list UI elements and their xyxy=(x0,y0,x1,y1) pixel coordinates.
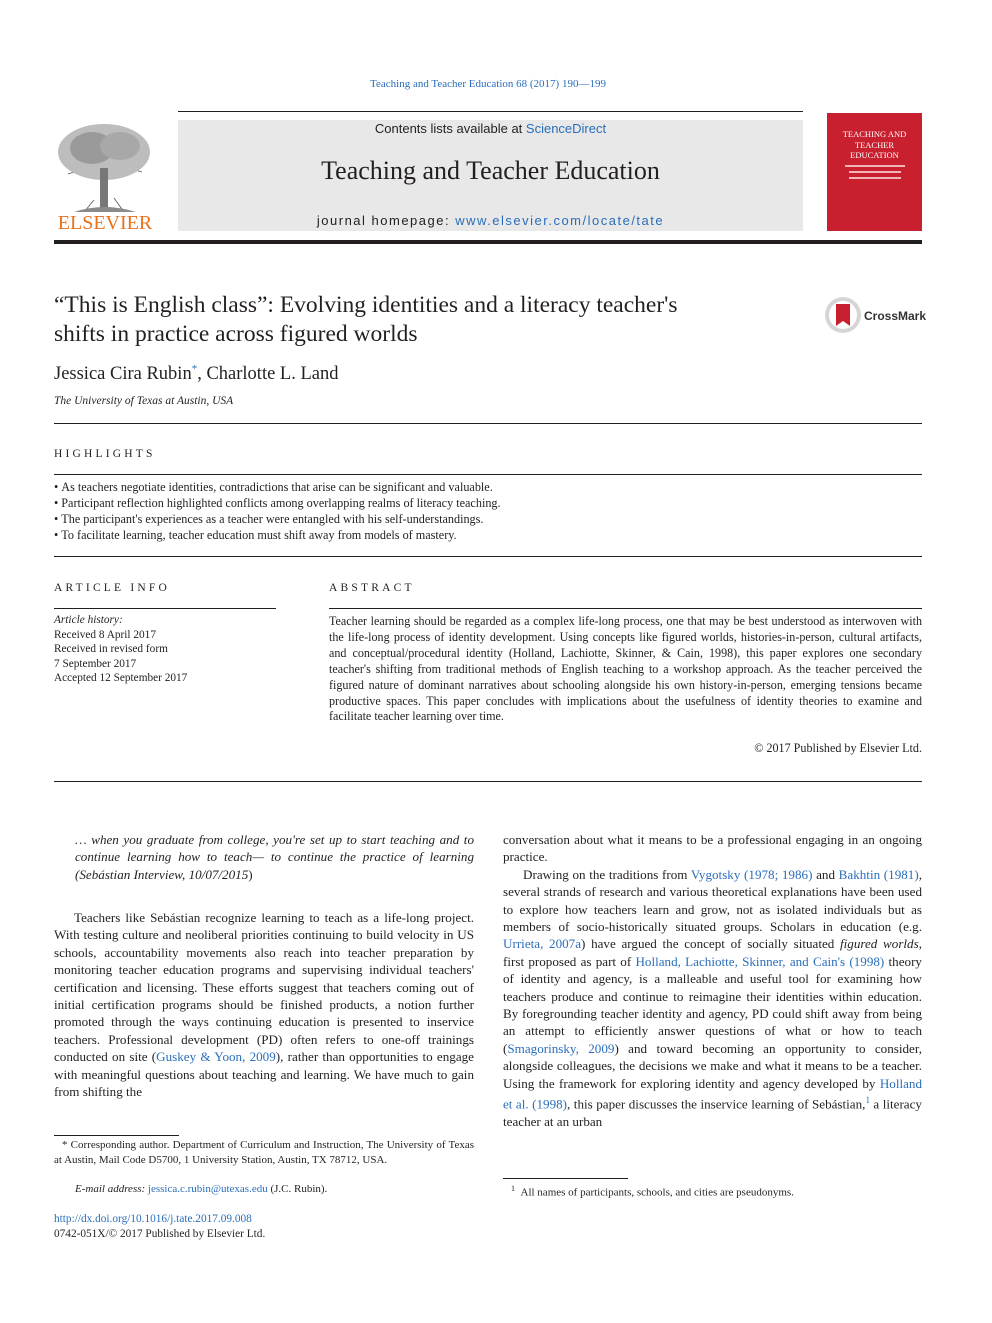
journal-cover xyxy=(827,113,922,231)
citation-link[interactable]: Smagorinsky, 2009 xyxy=(507,1040,615,1056)
history-line: Accepted 12 September 2017 xyxy=(54,672,188,684)
title-line-2: shifts in practice across figured worlds xyxy=(54,321,418,347)
cover-title: TEACHING AND TEACHER EDUCATION xyxy=(842,129,907,160)
body-paragraph-2: Drawing on the traditions from Vygotsky (1978; 1986) and Bakhtin (1981), several strands of research and various theoretical explanations have been used to explore how teachers learn and grow, not as isolated individuals but as members of socio-historically situated groups. Scholars in education (e.g. Urrieta, 2007a) have argued the concept of socially situated figured worlds, first proposed as part of Holland, Lachiotte, Skinner, and Cain's (1998) theory of identity and agency, is a malleable and useful tool for examining how teachers produce and continue to reimagine their identities within education. By foregrounding teacher identity and agency, PD could shift away from being an attempt to efficiently answer questions of what or how to teach (Smagorinsky, 2009) and toward becoming an opportunity to consider, alongside colleagues, the decisions we make and what it means to be a teacher. Using the framework for exploring identity and agency developed by Holland et al. (1998), this paper discusses the inservice learning of Sebástian,$^1$ a literacy teacher at an urban xyxy=(503,866,922,1129)
journal-reference[interactable]: Teaching and Teacher Education 68 (2017) 190—199 xyxy=(370,78,606,90)
author-line xyxy=(54,363,338,385)
epigraph: … when you graduate from college, you're set up to start teaching and to continue learning how to teach— to continue the practice of learning (Sebástian Interview, 10/07/2015) xyxy=(75,832,474,882)
citation-link[interactable]: Bakhtin (1981) xyxy=(838,866,919,882)
highlights-rule-bottom xyxy=(54,556,922,557)
citation-link[interactable]: Holland, Lachiotte, Skinner, and Cain's (1998) xyxy=(635,953,885,969)
article-history xyxy=(54,613,276,686)
header-bottom-rule xyxy=(54,240,922,244)
affiliation: The University of Texas at Austin, USA xyxy=(54,395,234,407)
abstract-rule xyxy=(329,608,922,609)
history-line: 7 September 2017 xyxy=(54,657,137,670)
publisher-name: ELSEVIER xyxy=(57,212,153,234)
homepage-prefix: journal homepage: xyxy=(316,213,456,228)
highlight-item: • The participant's experiences as a teacher were entangled with his self-understandings. xyxy=(54,512,922,528)
author-1[interactable]: Jessica Cira Rubin xyxy=(54,364,192,385)
issn-line: 0742-051X/© 2017 Published by Elsevier Ltd. xyxy=(54,1228,266,1240)
doi-link[interactable]: http://dx.doi.org/10.1016/j.tate.2017.09.008 xyxy=(54,1213,252,1225)
highlights-rule-top xyxy=(54,474,922,475)
title-line-1: “This is English class”: Evolving identities and a literacy teacher's xyxy=(54,292,678,318)
highlights-heading: HIGHLIGHTS xyxy=(54,448,156,460)
front-matter-rule xyxy=(54,781,922,782)
corresponding-mark[interactable]: * xyxy=(191,363,198,375)
article-title xyxy=(54,291,814,349)
abstract-text: Teacher learning should be regarded as a complex life-long process, one that may be best understood as interwoven with the life-long process of identity development. Using concepts like figured worlds, histories-in-person, cultural artifacts, and conceptual/procedural identity (Holland, Lachiotte, Skinner, & Cain, 1998), this paper explores one secondary teacher's shifting from traditional methods of English teaching to a workshop approach. As the teacher perceived the figured nature of dominant narratives about schooling alongside his own history-in-person, emerging tensions became productive spaces. This paper concludes with implications about the usefulness of identity theories to examine and facilitate teacher learning over time. xyxy=(329,614,922,724)
highlight-item: • Participant reflection highlighted conflicts among overlapping realms of literacy teaching. xyxy=(54,496,922,512)
footnote-marker[interactable]: 1 xyxy=(865,1095,870,1106)
right-column xyxy=(503,831,922,1130)
citation-link[interactable]: Guskey & Yoon, 2009 xyxy=(156,1049,276,1065)
citation-link[interactable]: Holland et al. (1998) xyxy=(503,1075,922,1112)
footnote-rule xyxy=(54,1135,179,1136)
author-2[interactable]: , Charlotte L. Land xyxy=(197,364,339,385)
journal-banner xyxy=(178,120,803,231)
highlights-list xyxy=(54,480,922,544)
corresponding-footnote: * Corresponding author. Department of Curriculum and Instruction, The University of Texas at Austin, Mail Code D5700, 1 University Station, Austin, TX 78712, USA. xyxy=(54,1139,474,1166)
footnote-1: $^1$ All names of participants, schools, and cities are pseudonyms. xyxy=(511,1184,794,1199)
title-rule xyxy=(54,423,922,424)
highlight-item: • As teachers negotiate identities, contradictions that arise can be significant and valuable. xyxy=(54,480,922,496)
citation-link[interactable]: Vygotsky (1978; 1986) xyxy=(690,866,813,882)
contents-prefix: Contents lists available at xyxy=(374,121,526,136)
history-label: Article history: xyxy=(54,614,123,626)
body-paragraph-1: Teachers like Sebástian recognize learning to teach as a life-long project. With testing culture and neoliberal priorities continuing to build velocity in US schools, accountability movements also reach into teacher preparation by monitoring teacher education programs and supervising individual teachers' certification and licensing. These efforts suggest that teachers coming out of initial certification programs should be finished products, a notion further promoted through the ways continuing education is presented to inservice teachers. Professional development (PD) often refers to one-off trainings conducted on site (Guskey & Yoon, 2009), rather than opportunities to engage with meaningful questions about teaching and learning. We have much to gain from shifting the xyxy=(54,910,474,1100)
history-line: Received 8 April 2017 xyxy=(54,628,156,641)
email-link[interactable]: jessica.c.rubin@utexas.edu xyxy=(147,1183,268,1195)
article-info-heading: ARTICLE INFO xyxy=(54,582,170,594)
header-top-rule xyxy=(178,111,803,112)
homepage-link[interactable]: www.elsevier.com/locate/tate xyxy=(455,213,665,228)
crossmark-badge[interactable] xyxy=(824,296,927,336)
elsevier-logo xyxy=(54,118,156,234)
abstract-heading: ABSTRACT xyxy=(329,582,415,594)
crossmark-label: CrossMark xyxy=(864,309,927,323)
email-footnote: E-mail address: jessica.c.rubin@utexas.edu (J.C. Rubin). xyxy=(75,1183,328,1195)
journal-title: Teaching and Teacher Education xyxy=(321,156,660,185)
history-line: Received in revised form xyxy=(54,643,168,655)
sciencedirect-link[interactable]: ScienceDirect xyxy=(525,121,607,136)
body-paragraph-0: conversation about what it means to be a professional engaging in an ongoing practice. xyxy=(503,832,922,865)
highlight-item: • To facilitate learning, teacher education must shift away from models of mastery. xyxy=(54,528,922,544)
article-info-rule xyxy=(54,608,276,609)
citation-link[interactable]: Urrieta, 2007a xyxy=(503,936,582,952)
elsevier-tree-icon xyxy=(54,118,156,214)
abstract-copyright: © 2017 Published by Elsevier Ltd. xyxy=(754,741,922,755)
epigraph-source: Sebástian Interview, 10/07/2015 xyxy=(79,866,249,882)
footnote-rule-right xyxy=(503,1178,628,1179)
crossmark-icon xyxy=(824,296,862,334)
